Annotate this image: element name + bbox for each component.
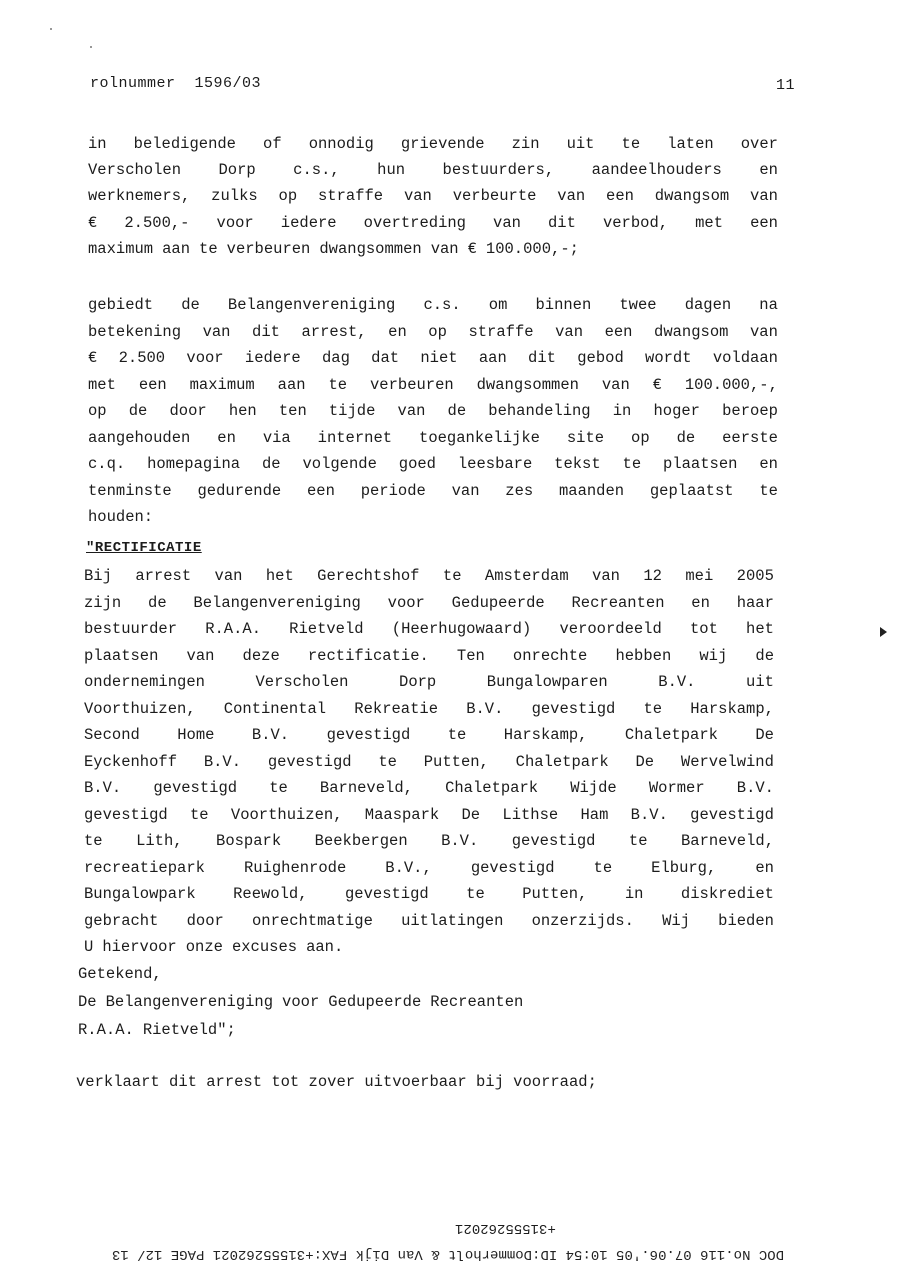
text-line: aangehouden en via internet toegankelijke site op de eerste	[88, 428, 778, 447]
text-line: tenminste gedurende een periode van zes maanden geplaatst te	[88, 481, 778, 500]
text-line: Bungalowpark Reewold, gevestigd te Putten, in diskrediet	[84, 885, 774, 903]
text-line: c.q. homepagina de volgende goed leesbare tekst te plaatsen en	[88, 455, 778, 473]
text-line: Voorthuizen, Continental Rekreatie B.V. gevestigd te Harskamp,	[84, 699, 774, 718]
scan-speck	[90, 46, 92, 48]
text-line: Eyckenhoff B.V. gevestigd te Putten, Chaletpark De Wervelwind	[84, 752, 774, 771]
text-line: gebiedt de Belangenvereniging c.s. om binnen twee dagen na	[88, 296, 778, 314]
scan-mark-arrow	[880, 627, 887, 637]
text-line: De Belangenvereniging voor Gedupeerde Recreanten	[78, 993, 524, 1011]
text-line: Bij arrest van het Gerechtshof te Amsterdam van 12 mei 2005	[84, 567, 774, 585]
text-line: te Lith, Bospark Beekbergen B.V. gevestigd te Barneveld,	[84, 832, 774, 850]
text-line: € 2.500 voor iedere dag dat niet aan dit gebod wordt voldaan	[88, 349, 778, 367]
text-line: werknemers, zulks op straffe van verbeurte van een dwangsom van	[88, 187, 778, 206]
text-line: recreatiepark Ruighenrode B.V., gevestigd te Elburg, en	[84, 858, 774, 877]
text-line: € 2.500,- voor iedere overtreding van dit verbod, met een	[88, 213, 778, 232]
text-line: maximum aan te verbeuren dwangsommen van € 100.000,-;	[88, 239, 579, 258]
text-line: bestuurder R.A.A. Rietveld (Heerhugowaard) veroordeeld tot het	[84, 620, 774, 638]
text-line: gebracht door onrechtmatige uitlatingen onzerzijds. Wij bieden	[84, 911, 774, 930]
text-line: met een maximum aan te verbeuren dwangsommen van € 100.000,-,	[88, 375, 778, 394]
text-line: ondernemingen Verscholen Dorp Bungalowparen B.V. uit	[84, 673, 774, 691]
text-line: R.A.A. Rietveld";	[78, 1021, 236, 1039]
text-line: plaatsen van deze rectificatie. Ten onrechte hebben wij de	[84, 646, 774, 665]
scan-speck	[50, 28, 52, 30]
fax-number: +31555262021	[455, 1220, 556, 1236]
text-line: U hiervoor onze excuses aan.	[84, 938, 344, 956]
text-line: Verscholen Dorp c.s., hun bestuurders, aandeelhouders en	[88, 161, 778, 180]
fax-header-line: DOC No.116 07.06.'05 10:54 ID:Dommerholt & Van Dijk FAX:+31555262021 PAGE 12/ 13	[111, 1246, 785, 1262]
text-line: Second Home B.V. gevestigd te Harskamp, Chaletpark De	[84, 726, 774, 744]
case-number: rolnummer 1596/03	[90, 75, 262, 92]
text-line: gevestigd te Voorthuizen, Maaspark De Lithse Ham B.V. gevestigd	[84, 805, 774, 824]
text-line: Getekend,	[78, 965, 162, 983]
text-line: op de door hen ten tijde van de behandeling in hoger beroep	[88, 402, 778, 420]
text-line: B.V. gevestigd te Barneveld, Chaletpark Wijde Wormer B.V.	[84, 779, 774, 797]
final-clause: verklaart dit arrest tot zover uitvoerbaar bij voorraad;	[76, 1073, 597, 1091]
text-line: houden:	[88, 508, 154, 526]
text-line: in beledigende of onnodig grievende zin uit te laten over	[88, 135, 778, 153]
rectification-title: "RECTIFICATIE	[86, 540, 202, 556]
page-number: 11	[776, 77, 796, 94]
text-line: zijn de Belangenvereniging voor Gedupeerde Recreanten en haar	[84, 593, 774, 612]
text-line: betekening van dit arrest, en op straffe van een dwangsom van	[88, 322, 778, 341]
